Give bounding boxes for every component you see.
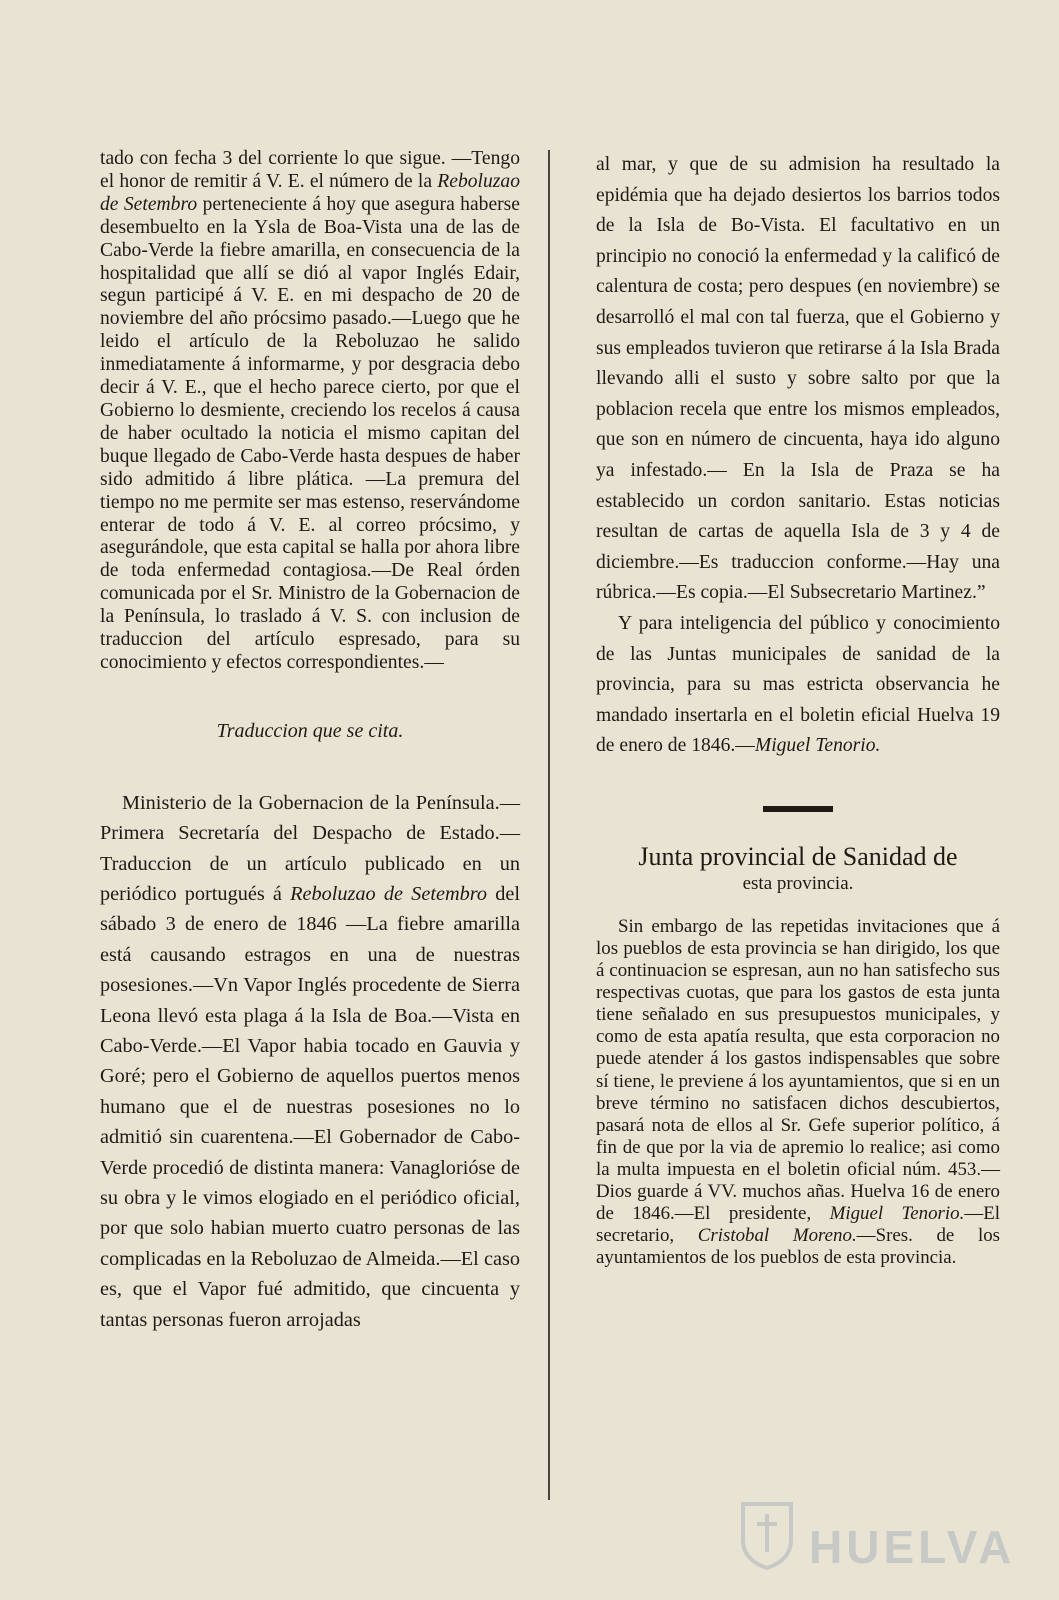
right-paragraph-1: al mar, y que de su admision ha resultado la epidémia que ha dejado desiertos los barrios todos de la Isla de Bo-Vista. El facultativo en un principio no conoció la enfermedad y la calificó de calentura de costa; pero despues (en noviembre) se desarrolló el mal con tal fuerza, que el Gobierno y sus empleados tuvieron que retirarse á la Isla Brada llevando alli el susto y sobre salto por que la poblacion recela que entre los mismos empleados, que son en número de cincuenta, haya ido alguno ya infestado.— En la Isla de Praza se ha establecido un cordon sanitario. Estas noticias resultan de cartas de aquella Isla de 3 y 4 de diciembre.—Es traduccion conforme.—Hay una rúbrica.—Es copia.—El Subsecretario Martinez.” [596, 154, 1000, 604]
left-column [100, 148, 520, 1335]
newspaper-name: Reboluzao de Setembro [100, 170, 520, 215]
signature-presidente: Miguel Tenorio. [829, 1203, 965, 1225]
column-divider [548, 150, 550, 1500]
shield-icon [739, 1500, 795, 1570]
watermark-text: HUELVA [809, 1521, 1016, 1573]
signature-tenorio: Miguel Tenorio. [754, 735, 881, 757]
junta-heading: Junta provincial de Sanidad de [638, 841, 958, 871]
section-separator [763, 806, 833, 812]
left-paragraph-1: tado con fecha 3 del corriente lo que sigue. —Tengo el honor de remitir á V. E. el número de la Reboluzao de Setembro perteneciente á hoy que asegura haberse desembuelto en la Ysla de Boa-Vista una de las de Cabo-Verde la fiebre amarilla, en consecuencia de la hospitalidad que allí se dió al vapor Inglés Edair, segun participé á V. E. en mi despacho de 20 de noviembre del año prócsimo pasado.—Luego que he leido el artículo de la Reboluzao he salido inmediatamente á informarme, y por desgracia debo decir á V. E., que el hecho parece cierto, por que el Gobierno lo desmiente, creciendo los recelos á causa de haber ocultado la noticia el mismo capitan del buque llegado de Cabo-Verde hasta despues de haber sido admitido á libre plática. —La premura del tiempo no me permite ser mas estenso, reservándome enterar de todo á V. E. al correo prócsimo, y asegurándole, que esta capital se halla por ahora libre de toda enfermedad contagiosa.—De Real órden comunicada por el Sr. Ministro de la Gobernacion de la Península, lo traslado á V. S. con inclusion de traduccion del artículo espresado, para su conocimiento y efectos correspondientes.— [100, 148, 520, 673]
left-paragraph-2: Ministerio de la Gobernacion de la Península.—Primera Secretaría del Despacho de Estado.—Traduccion de un artículo publicado en un periódico portugués á Reboluzao de Setembro del sábado 3 de enero de 1846 —La fiebre amarilla está causando estragos en una de nuestras posesiones.—Vn Vapor Inglés procedente de Sierra Leona llevó esta plaga á la Isla de Boa.—Vista en Cabo-Verde.—El Vapor habia tocado en Gauvia y Goré; pero el Gobierno de aquellos puertos menos humano que el de nuestras posesiones no lo admitió sin cuarentena.—El Gobernador de Cabo-Verde procedió de distinta manera: Vanaglorióse de su obra y le vimos elogiado en el periódico oficial, por que solo habian muerto cuatro personas de las complicadas en la Reboluzao de Almeida.—El caso es, que el Vapor fué admitido, que cincuenta y tantas personas fueron arrojadas [100, 791, 520, 1331]
right-column [596, 150, 1000, 1269]
junta-paragraph: Sin embargo de las repetidas invitaciones que á los pueblos de esta provincia se han dirigido, los que á continuacion se espresan, aun no han satisfecho sus respectivas cuotas, que para los gastos de esta junta tiene señalado en sus presupuestos municipales, y como de esta apatía resulta, que esta corporacion no puede atender á los gastos indispensables que sobre sí tiene, le previene á los ayuntamientos, que si en un breve término no satisfacen dichos descubiertos, pasará nota de ellos al Sr. Gefe superior político, á fin de que por la via de apremio lo realice; asi como la multa impuesta en el boletin oficial núm. 453.—Dios guarde á VV. muchos añas. Huelva 16 de enero de 1846.—El presidente, Miguel Tenorio.—El secretario, Cristobal Moreno.—Sres. de los ayuntamientos de los pueblos de esta provincia. [596, 915, 1001, 1269]
library-watermark [699, 1500, 1016, 1573]
junta-subheading: esta provincia. [742, 872, 854, 894]
right-paragraph-2: Y para inteligencia del público y conocimiento de las Juntas municipales de sanidad de la provincia, para su mas estricta observancia he mandado insertarla en el boletin eficial Huelva 19 de enero de 1846.—Miguel Tenorio. [596, 612, 1000, 757]
signature-secretario: Cristobal Moreno. [697, 1225, 857, 1247]
traduccion-title: Traduccion que se cita. [216, 719, 404, 742]
newspaper-name-2: Reboluzao de Setembro [290, 882, 488, 905]
